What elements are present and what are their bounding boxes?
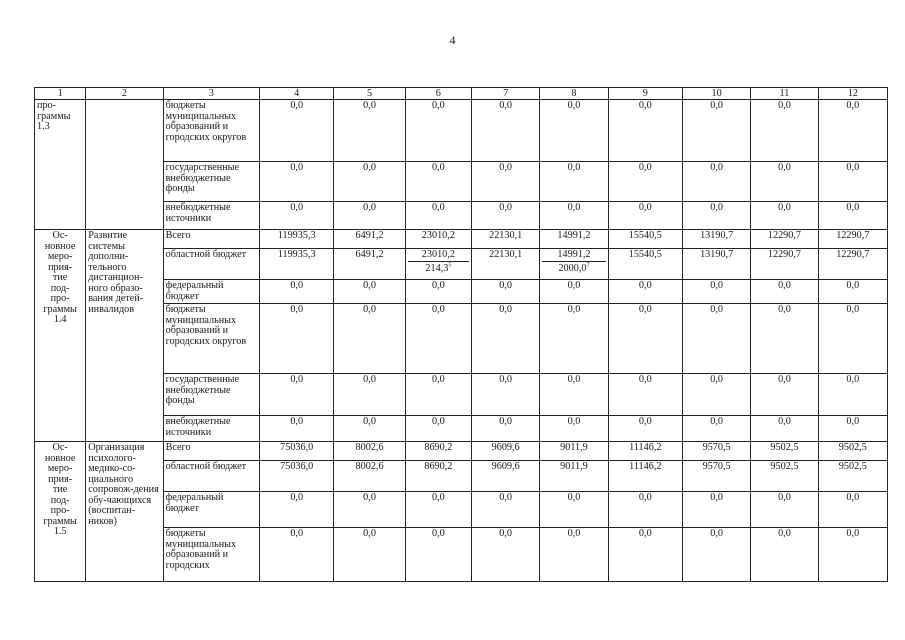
table-row: [35, 162, 888, 202]
cell-value: 0,0: [638, 280, 652, 291]
activity-description: Организация психолого-медико-со-циального сопровож-дения обу-чающихся (воспитан-ников): [86, 442, 163, 582]
cell-value: 0,0: [567, 374, 581, 385]
activity-description: Развитие системы дополни-тельного дистанцион-ного образо-вания детей-инвалидов: [86, 230, 163, 442]
cell-value: 13190,7: [700, 249, 734, 260]
value-cell: [751, 374, 818, 416]
value-cell: [260, 304, 334, 374]
cell-value: 0,0: [710, 100, 723, 111]
cell-value: 22130,1: [489, 230, 523, 241]
value-cell: [405, 461, 471, 492]
table-row: [35, 492, 888, 528]
value-cell: [682, 416, 750, 442]
cell-value: 13190,7: [700, 230, 734, 241]
cell-value: 0,0: [567, 492, 581, 503]
cell-value: 0,0: [363, 528, 376, 539]
activity-label: Ос- новное меро- прия- тие под- про- граммы 1.5: [35, 442, 86, 582]
value-cell: [405, 304, 471, 374]
value-cell: [818, 528, 887, 582]
value-cell: [608, 202, 682, 230]
activity-label: Ос- новное меро- прия- тие под- про- граммы 1.4: [35, 230, 86, 442]
cell-value: 0,0: [778, 374, 791, 385]
value-cell: [751, 442, 818, 461]
activity-description: [86, 100, 163, 230]
value-cell: [751, 280, 818, 304]
funding-source: государственные внебюджетные фонды: [163, 374, 259, 416]
value-cell: [818, 492, 887, 528]
funding-source: областной бюджет: [163, 461, 259, 492]
cell-value: 8690,2: [424, 461, 453, 472]
value-cell: [818, 100, 887, 162]
value-cell: [608, 442, 682, 461]
cell-value: 0,0: [567, 528, 581, 539]
cell-value: 0,0: [710, 374, 723, 385]
value-cell: [405, 528, 471, 582]
funding-source: бюджеты муниципальных образований и городских: [163, 528, 259, 582]
value-cell: [405, 492, 471, 528]
column-header: 6: [405, 88, 471, 100]
cell-value: 0,0: [710, 280, 723, 291]
cell-value: 0,0: [710, 304, 723, 315]
page-number: 4: [449, 33, 456, 47]
value-cell: [682, 442, 750, 461]
column-header: 4: [260, 88, 334, 100]
cell-value: 14991,2: [557, 230, 591, 241]
value-cell: [682, 249, 750, 280]
value-cell: [334, 304, 405, 374]
value-cell: [260, 416, 334, 442]
value-cell: [682, 230, 750, 249]
cell-value: 15540,5: [628, 249, 662, 260]
value-cell: [608, 249, 682, 280]
cell-value: 0,0: [290, 202, 304, 213]
value-cell: [818, 249, 887, 280]
value-cell: [751, 492, 818, 528]
column-header: 1: [35, 88, 86, 100]
value-cell: [682, 304, 750, 374]
cell-value: 0,0: [290, 280, 304, 291]
value-cell: [334, 528, 405, 582]
value-cell: [751, 461, 818, 492]
value-cell: [260, 202, 334, 230]
value-cell: [260, 249, 334, 280]
cell-value: 0,0: [431, 416, 445, 427]
value-cell: [472, 230, 540, 249]
value-cell: [260, 230, 334, 249]
value-cell: [260, 442, 334, 461]
cell-value: 0,0: [499, 162, 513, 173]
value-cell: [818, 374, 887, 416]
value-cell: [472, 202, 540, 230]
value-cell: [334, 461, 405, 492]
cell-value: 0,0: [846, 100, 860, 111]
value-cell: [818, 442, 887, 461]
column-header: 7: [472, 88, 540, 100]
funding-source: внебюджетные источники: [163, 202, 259, 230]
funding-source: внебюджетные источники: [163, 416, 259, 442]
cell-value: 0,0: [290, 100, 304, 111]
value-cell: [608, 280, 682, 304]
value-cell: [751, 230, 818, 249]
cell-value: 0,0: [499, 374, 513, 385]
cell-value: 0,0: [363, 374, 376, 385]
value-cell: [260, 280, 334, 304]
value-cell: [472, 442, 540, 461]
cell-value: 0,0: [846, 280, 860, 291]
cell-value: 9502,5: [838, 442, 867, 453]
value-cell: [260, 528, 334, 582]
value-cell: [818, 461, 887, 492]
value-cell: [472, 374, 540, 416]
value-cell: [260, 461, 334, 492]
cell-value: 0,0: [710, 162, 723, 173]
cell-value: 22130,1: [489, 249, 523, 260]
table-row: [35, 230, 888, 249]
value-cell: [472, 249, 540, 280]
table-row: [35, 280, 888, 304]
value-cell: [334, 492, 405, 528]
cell-value: 0,0: [290, 528, 304, 539]
value-cell: [608, 304, 682, 374]
value-cell: [818, 416, 887, 442]
cell-value: 0,0: [431, 492, 445, 503]
value-cell: [682, 461, 750, 492]
value-cell: [540, 249, 608, 280]
column-header: 8: [540, 88, 608, 100]
value-cell: [608, 492, 682, 528]
cell-value: 0,0: [638, 100, 652, 111]
cell-value: 12290,7: [836, 249, 870, 260]
value-cell: [540, 100, 608, 162]
cell-value: 11146,2: [629, 442, 662, 453]
cell-value: 6491,2: [355, 249, 384, 260]
cell-value: 0,0: [846, 528, 860, 539]
cell-value: 0,0: [290, 304, 304, 315]
cell-value: 8002,6: [355, 442, 384, 453]
cell-value: 9570,5: [702, 442, 731, 453]
value-cell: [608, 230, 682, 249]
value-cell: [405, 100, 471, 162]
cell-value: 8690,2: [424, 442, 453, 453]
cell-value: 75036,0: [280, 442, 314, 453]
cell-value: 0,0: [846, 492, 860, 503]
cell-value: 12290,7: [767, 230, 801, 241]
cell-value: 0,0: [363, 492, 376, 503]
value-cell: [405, 416, 471, 442]
cell-value: 23010,2: [408, 250, 469, 262]
cell-value: 0,0: [290, 374, 304, 385]
value-cell: [405, 230, 471, 249]
activity-label: про- граммы 1.3: [35, 100, 86, 230]
cell-value: 0,0: [499, 280, 513, 291]
value-cell: [472, 492, 540, 528]
value-cell: [751, 528, 818, 582]
cell-value: 0,0: [638, 416, 652, 427]
value-cell: [540, 162, 608, 202]
cell-value: 0,0: [431, 304, 445, 315]
cell-value: 0,0: [290, 162, 304, 173]
column-header: 5: [334, 88, 405, 100]
cell-value: 0,0: [846, 374, 860, 385]
value-cell: [334, 202, 405, 230]
cell-value: 9502,5: [838, 461, 867, 472]
value-cell: [540, 280, 608, 304]
table-row: [35, 100, 888, 162]
cell-value: 0,0: [290, 416, 304, 427]
cell-value: 0,0: [363, 100, 376, 111]
value-cell: [540, 442, 608, 461]
value-cell: [540, 492, 608, 528]
value-cell: [540, 374, 608, 416]
cell-value: 0,0: [846, 162, 860, 173]
cell-value: 0,0: [846, 202, 860, 213]
table-row: [35, 374, 888, 416]
value-cell: [751, 162, 818, 202]
cell-value: 0,0: [431, 202, 445, 213]
value-cell: [334, 442, 405, 461]
value-cell: [608, 374, 682, 416]
value-cell: [334, 249, 405, 280]
budget-table: [34, 87, 888, 582]
value-cell: [818, 280, 887, 304]
value-cell: [260, 162, 334, 202]
cell-value: 12290,7: [836, 230, 870, 241]
cell-value: 0,0: [363, 280, 376, 291]
cell-value: 0,0: [499, 202, 513, 213]
cell-value: 0,0: [638, 374, 652, 385]
value-cell: [334, 416, 405, 442]
value-cell: [472, 280, 540, 304]
cell-value: 12290,7: [767, 249, 801, 260]
cell-value: 6491,2: [355, 230, 384, 241]
value-cell: [472, 304, 540, 374]
cell-value: 0,0: [778, 528, 791, 539]
cell-value: 0,0: [638, 492, 652, 503]
cell-value: 119935,3: [277, 249, 316, 260]
column-header: 12: [818, 88, 887, 100]
cell-value: 0,0: [499, 416, 513, 427]
column-header: 3: [163, 88, 259, 100]
value-cell: [751, 202, 818, 230]
funding-source: Всего: [163, 230, 259, 249]
value-cell: [405, 280, 471, 304]
value-cell: [682, 202, 750, 230]
value-cell: [608, 416, 682, 442]
value-cell: [405, 374, 471, 416]
cell-subvalue: 2000,0$^7$: [558, 262, 590, 274]
cell-value: 0,0: [431, 528, 445, 539]
cell-value: 0,0: [431, 162, 445, 173]
cell-value: 75036,0: [280, 461, 314, 472]
table-row: [35, 461, 888, 492]
table-row: [35, 528, 888, 582]
value-cell: [540, 230, 608, 249]
value-cell: [540, 461, 608, 492]
funding-source: федеральный бюджет: [163, 280, 259, 304]
cell-value: 9609,6: [491, 461, 520, 472]
value-cell: [540, 416, 608, 442]
value-cell: [682, 100, 750, 162]
cell-value: 0,0: [778, 492, 791, 503]
value-cell: [472, 100, 540, 162]
value-cell: [751, 100, 818, 162]
value-cell: [405, 249, 471, 280]
column-header: 9: [608, 88, 682, 100]
value-cell: [334, 100, 405, 162]
column-header: 2: [86, 88, 163, 100]
value-cell: [682, 492, 750, 528]
cell-value: 0,0: [710, 416, 723, 427]
cell-value: 0,0: [710, 528, 723, 539]
cell-value: 0,0: [846, 416, 860, 427]
value-cell: [472, 162, 540, 202]
value-cell: [818, 304, 887, 374]
table-row: [35, 442, 888, 461]
cell-value: 9502,5: [770, 442, 799, 453]
funding-source: бюджеты муниципальных образований и городских округов: [163, 304, 259, 374]
cell-value: 0,0: [567, 100, 581, 111]
value-cell: [334, 374, 405, 416]
value-cell: [818, 230, 887, 249]
cell-value: 0,0: [290, 492, 304, 503]
funding-source: областной бюджет: [163, 249, 259, 280]
column-header: 11: [751, 88, 818, 100]
value-cell: [751, 416, 818, 442]
cell-value: 0,0: [431, 374, 445, 385]
value-cell: [682, 374, 750, 416]
cell-value: 11146,2: [629, 461, 662, 472]
value-cell: [540, 202, 608, 230]
value-cell: [818, 202, 887, 230]
cell-value: 0,0: [778, 416, 791, 427]
cell-value: 0,0: [567, 304, 581, 315]
value-cell: [260, 374, 334, 416]
funding-source: федеральный бюджет: [163, 492, 259, 528]
value-cell: [472, 528, 540, 582]
cell-value: 9502,5: [770, 461, 799, 472]
value-cell: [472, 461, 540, 492]
cell-value: 0,0: [638, 202, 652, 213]
cell-value: 0,0: [638, 304, 652, 315]
cell-value: 0,0: [363, 416, 376, 427]
cell-value: 0,0: [499, 304, 513, 315]
value-cell: [608, 528, 682, 582]
value-cell: [751, 304, 818, 374]
table-row: [35, 304, 888, 374]
cell-value: 0,0: [431, 280, 445, 291]
cell-value: 0,0: [567, 416, 581, 427]
cell-value: 0,0: [567, 280, 581, 291]
cell-value: 0,0: [778, 100, 791, 111]
cell-value: 0,0: [499, 100, 513, 111]
cell-value: 0,0: [778, 304, 791, 315]
cell-value: 0,0: [846, 304, 860, 315]
column-header: 10: [682, 88, 750, 100]
cell-value: 23010,2: [421, 230, 455, 241]
value-cell: [608, 162, 682, 202]
cell-value: 0,0: [363, 304, 376, 315]
cell-value: 0,0: [778, 162, 791, 173]
cell-value: 0,0: [363, 162, 376, 173]
cell-value: 0,0: [710, 202, 723, 213]
cell-value: 0,0: [710, 492, 723, 503]
value-cell: [334, 162, 405, 202]
cell-value: 0,0: [638, 162, 652, 173]
value-cell: [608, 100, 682, 162]
funding-source: государственные внебюджетные фонды: [163, 162, 259, 202]
value-cell: [540, 528, 608, 582]
cell-value: 0,0: [499, 492, 513, 503]
cell-value: 0,0: [499, 528, 513, 539]
cell-value: 0,0: [778, 280, 791, 291]
cell-value: 0,0: [567, 202, 581, 213]
cell-value: 9011,9: [560, 442, 588, 453]
cell-value: 15540,5: [628, 230, 662, 241]
footnote-mark: 5: [448, 262, 452, 269]
value-cell: [334, 280, 405, 304]
cell-value: 0,0: [363, 202, 376, 213]
cell-value: 0,0: [778, 202, 791, 213]
value-cell: [682, 280, 750, 304]
value-cell: [405, 202, 471, 230]
value-cell: [334, 230, 405, 249]
footnote-mark: 7: [586, 262, 590, 269]
value-cell: [405, 162, 471, 202]
table-row: [35, 249, 888, 280]
header-row: [35, 88, 888, 100]
value-cell: [818, 162, 887, 202]
cell-value: 9570,5: [702, 461, 731, 472]
cell-value: 8002,6: [355, 461, 384, 472]
cell-value: 9011,9: [560, 461, 588, 472]
value-cell: [405, 442, 471, 461]
value-cell: [260, 492, 334, 528]
value-cell: [751, 249, 818, 280]
cell-value: 9609,6: [491, 442, 520, 453]
funding-source: бюджеты муниципальных образований и городских округов: [163, 100, 259, 162]
value-cell: [472, 416, 540, 442]
funding-source: Всего: [163, 442, 259, 461]
value-cell: [540, 304, 608, 374]
cell-value: 0,0: [567, 162, 581, 173]
cell-subvalue: 214,3$^5$: [425, 262, 452, 274]
cell-value: 0,0: [431, 100, 445, 111]
cell-value: 14991,2: [542, 250, 605, 262]
table-row: [35, 202, 888, 230]
cell-value: 119935,3: [277, 230, 316, 241]
value-cell: [608, 461, 682, 492]
value-cell: [260, 100, 334, 162]
table-row: [35, 416, 888, 442]
value-cell: [682, 162, 750, 202]
cell-value: 0,0: [638, 528, 652, 539]
value-cell: [682, 528, 750, 582]
